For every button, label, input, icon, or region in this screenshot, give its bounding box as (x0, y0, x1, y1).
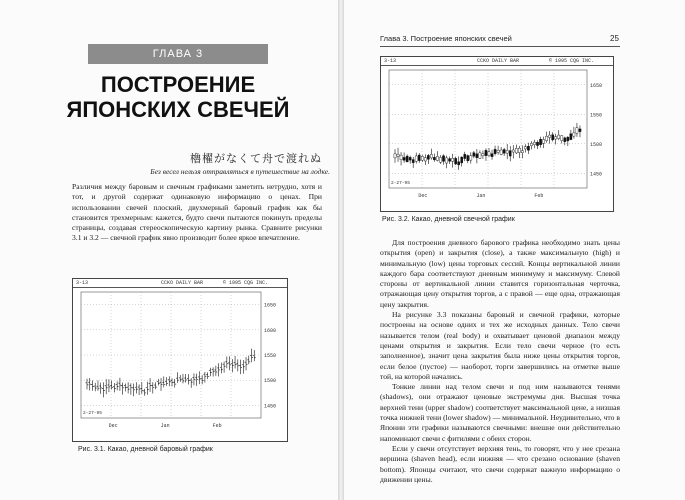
y-tick-label: 1600 (264, 327, 277, 334)
header-rule (380, 46, 620, 47)
plot-frame (389, 70, 587, 188)
figure-3-2-candlestick-chart (380, 56, 614, 212)
candle-body (418, 155, 420, 161)
figure-3-1-bar-chart (72, 278, 288, 442)
candle-body (491, 154, 493, 157)
chapter-title (60, 72, 296, 122)
candle-body (458, 162, 460, 165)
figure-3-1-plot (73, 288, 287, 440)
candle-body (415, 156, 417, 161)
candle-body (430, 154, 432, 158)
candle-body (552, 135, 554, 140)
page-number: 25 (610, 34, 619, 43)
candle-body (485, 150, 487, 155)
epigraph-translation: Без весел нельзя отправляться в путешествие на лодке. (150, 167, 330, 176)
candle-body (470, 156, 472, 160)
x-tick-label: Dec (108, 423, 118, 429)
candle-body (533, 142, 535, 144)
candle-body (476, 154, 478, 158)
right-paragraph-4: Если у свечи отсутствует верхняя тень, то говорят, что у нее срезана вершина (shaven head), если нижняя — что срезано основание (shaven bottom). Японцы считают, что свечи содержат важную информацию о движении цены. (380, 443, 620, 484)
y-tick-label: 1650 (264, 302, 277, 309)
candle-body (409, 157, 411, 160)
right-paragraph-1: Для построения дневного барового графика необходимо знать цены открытия (open) и закрытия (close), а также максимальную (high) и минимальную (low) цены торговых сессий. Концы вертикальной линии каждого бара соответствуют дневным минимуму и максимуму. Слевой стороны от вертикальной линии ставится горизонтальная черточка, отражающая цену открытия торгов, а с правой — еще одна, отражающая цену закрытия. (380, 238, 620, 309)
candle-body (549, 135, 551, 137)
candle-body (412, 160, 414, 163)
candle-body (512, 150, 514, 152)
figure-3-1-caption: Рис. 3.1. Какао, дневной баровый график (78, 446, 213, 453)
figure-header-copyright: © 1995 CQG INC. (549, 58, 595, 64)
candle-body (406, 156, 408, 162)
candle-body (527, 146, 529, 150)
candle-body (397, 154, 399, 156)
candle-body (579, 129, 581, 132)
figure-header-left: 3-13 (384, 58, 397, 64)
figure-3-2-caption: Рис. 3.2. Какао, дневной свечной график (382, 216, 515, 223)
right-body-text (380, 238, 620, 485)
candle-body (515, 148, 517, 153)
x-tick-label: Dec (418, 193, 428, 199)
candle-body (524, 147, 526, 149)
figure-header-title: CCKO DAILY BAR (161, 280, 204, 286)
candle-body (576, 128, 578, 133)
candle-body (521, 151, 523, 153)
figure-3-2-plot (381, 66, 613, 210)
candle-body (445, 158, 447, 163)
candle-body (506, 150, 508, 153)
candle-body (473, 153, 475, 157)
candle-body (494, 149, 496, 153)
running-head: Глава 3. Построение японских свечей (380, 34, 512, 43)
candle-body (536, 142, 538, 145)
figure-header-title: CCKO DAILY BAR (477, 58, 520, 64)
candle-body (442, 156, 444, 162)
y-tick-label: 1550 (264, 353, 277, 359)
candle-body (455, 158, 457, 164)
candle-body (509, 151, 511, 156)
candle-body (573, 133, 575, 136)
figure-header-copyright: © 1995 CQG INC. (223, 280, 269, 286)
figure-header-left: 3-13 (76, 280, 89, 286)
candle-body (467, 156, 469, 161)
x-tick-label: Feb (212, 423, 222, 429)
candle-body (439, 157, 441, 162)
epigraph-japanese: 櫓櫂がなくて舟で渡れぬ (190, 152, 322, 165)
candle-body (482, 154, 484, 156)
candle-body (555, 137, 557, 139)
y-tick-label: 1500 (590, 141, 603, 148)
right-paragraph-3: Тонкие линии над телом свечи и под ним называются тенями (shadows), они отражают ценовые экстремумы дня. Высшая точка верхней тени (upper shadow) соответствует максимальной цене, а низшая точка нижней тени (lower shadow) — минимальной. Неудивительно, что в Японии эти графики называются свечными: внешне они действительно напоминают свечи с фитилями с обеих сторон. (380, 382, 620, 443)
x-tick-label: Jan (476, 193, 486, 199)
candle-body (542, 139, 544, 143)
left-paragraph: Различия между баровым и свечным графиками заметить нетрудно, хотя и тот, и другой содержат одинаковую информацию о ценах. При использовании свечей плоский, двухмерный баровый график как бы становится трехмерным: кажется, будто свечи пытаются покинуть пределы страницы, создавая стереоскопическую картину рынка. Сравните рисунки 3.1 и 3.2 — свечной график явно производит более яркое впечатление. (72, 182, 322, 243)
candle-body (421, 156, 423, 160)
y-tick-label: 1550 (590, 112, 603, 119)
candle-body (539, 139, 541, 145)
candle-body (433, 157, 435, 160)
figure-header (381, 57, 613, 66)
date-label: 2-27-95 (83, 411, 102, 416)
figure-header (73, 279, 287, 288)
candle-body (424, 158, 426, 161)
candle-body (561, 136, 563, 141)
candle-body (570, 134, 572, 140)
candle-body (448, 159, 450, 162)
candle-body (558, 135, 560, 139)
candle-body (518, 148, 520, 152)
candle-body (464, 154, 466, 158)
right-paragraph-2: На рисунке 3.3 показаны баровый и свечной графики, которые построены на основе одних и тех же исходных данных. Тело свечи называется телом (real body) и охватывает ценовой диапазон между ценами открытия и закрытия. Если тело свечи черное (то есть заполненное), значит цена закрытия была ниже цены открытия торгов, если белое (пустое) — наоборот, торги завершились на отметке выше той, на которой начались. (380, 310, 620, 381)
x-tick-label: Feb (534, 193, 544, 199)
candle-body (436, 156, 438, 160)
candle-body (546, 136, 548, 140)
candle-body (403, 157, 405, 160)
y-tick-label: 1650 (590, 82, 603, 89)
candle-body (427, 155, 429, 159)
candle-body (488, 152, 490, 156)
candle-body (564, 138, 566, 142)
chapter-title-line2: ЯПОНСКИХ СВЕЧЕЙ (66, 97, 290, 122)
candle-body (479, 153, 481, 159)
candle-body (452, 158, 454, 161)
candle-body (530, 143, 532, 145)
chapter-label: ГЛАВА 3 (88, 44, 268, 64)
candle-body (497, 150, 499, 152)
candle-body (400, 155, 402, 160)
y-tick-label: 1500 (264, 378, 277, 385)
candle-body (500, 150, 502, 154)
date-label: 2-27-95 (391, 181, 410, 186)
y-tick-label: 1450 (264, 403, 277, 410)
candle-body (503, 149, 505, 153)
left-body-text (72, 182, 322, 244)
candle-body (567, 137, 569, 141)
x-tick-label: Jan (160, 423, 170, 429)
candle-body (394, 154, 396, 158)
y-tick-label: 1450 (590, 171, 603, 178)
chapter-title-line1: ПОСТРОЕНИЕ (100, 72, 256, 97)
candle-body (461, 157, 463, 163)
book-gutter (338, 0, 344, 500)
